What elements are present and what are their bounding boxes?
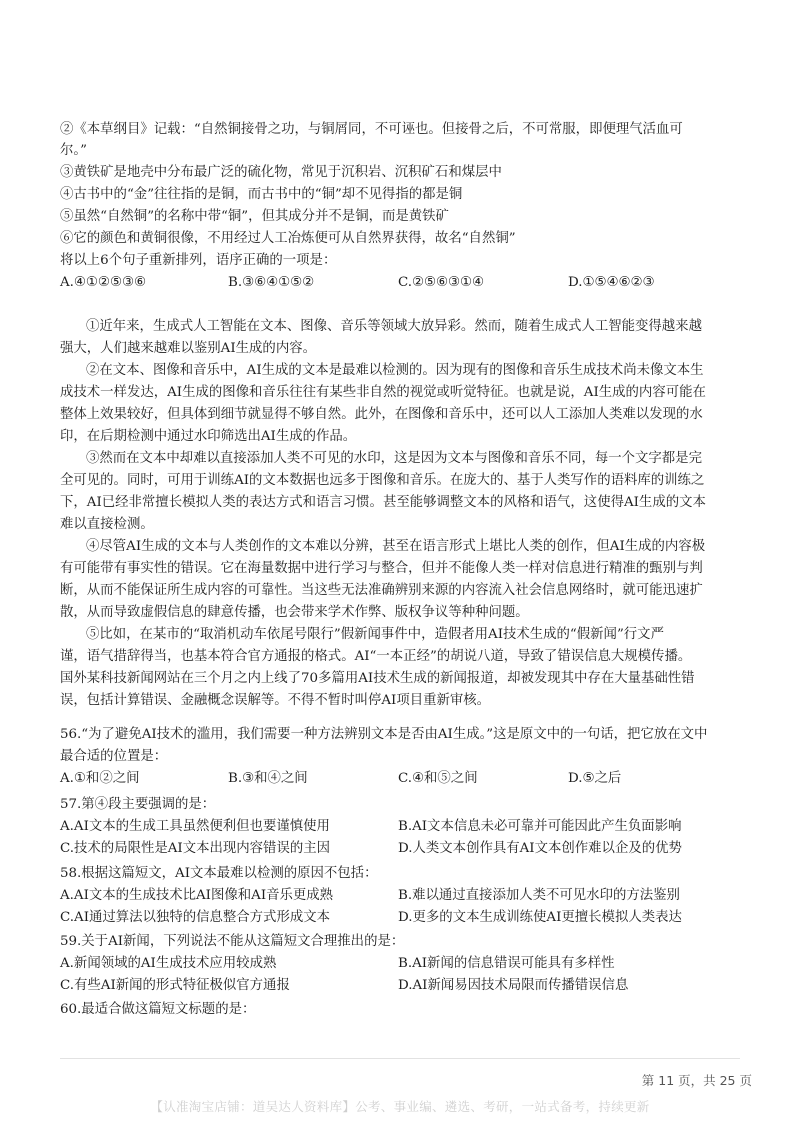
ordering-option-c[interactable]: C.②⑤⑥③①④ — [398, 275, 485, 290]
q56-stem-line-1: 56.“为了避免AI技术的滥用，我们需要一种方法辨别文本是否由AI生成。”这是原文中的一句话，把它放在文中 — [60, 727, 708, 742]
q58-option-b[interactable]: B.难以通过直接添加人类不可见水印的方法鉴别 — [398, 888, 680, 903]
q59-stem: 59.关于AI新闻，下列说法不能从这篇短文合理推出的是： — [60, 934, 405, 949]
q56-option-b[interactable]: B.③和④之间 — [228, 771, 308, 786]
q58-option-c[interactable]: C.AI通过算法以独特的信息整合方式形成文本 — [60, 910, 331, 925]
passage-p5-line-4: 误，包括计算错误、金融概念误解等。不得不暂时叫停AI项目重新审核。 — [60, 693, 491, 708]
q56-option-a[interactable]: A.①和②之间 — [60, 771, 140, 786]
passage-p2-line-2: 成技术一样发达，AI生成的图像和音乐往往有某些非自然的视觉或听觉特征。也就是说，AI生成的内容可能在 — [60, 385, 706, 400]
passage-p4-line-3: 断，从而不能保证所生成内容的可靠性。当这些无法准确辨别来源的内容流入社会信息网络时，就可能迅速扩 — [60, 583, 703, 598]
q57-stem: 57.第④段主要强调的是： — [60, 797, 216, 812]
passage-p3-line-2: 全可见的。同时，可用于训练AI的文本数据也远多于图像和音乐。在庞大的、基于人类写作的语料库的训练之 — [60, 473, 705, 488]
page-number: 第 11 页，共 25 页 — [641, 1073, 752, 1088]
watermark: 【认准淘宝店铺：道吴达人资料库】公考、事业编、遴选、考研，一站式备考，持续更新 — [150, 1099, 650, 1114]
passage-p1-line-2: 强大，人们越来越难以鉴别AI生成的内容。 — [60, 341, 316, 356]
passage-p3-line-3: 下，AI已经非常擅长模拟人类的表达方式和语言习惯。甚至能够调整文本的风格和语气，这使得AI生成的文本 — [60, 495, 706, 510]
q58-option-a[interactable]: A.AI文本的生成技术比AI图像和AI音乐更成熟 — [60, 888, 334, 903]
passage-p4-line-1: ④尽管AI生成的文本与人类创作的文本难以分辨，甚至在语言形式上堪比人类的创作，但AI生成的内容极 — [86, 539, 706, 554]
passage-p5-line-1: ⑤比如，在某市的“取消机动车依尾号限行”假新闻事件中，造假者用AI技术生成的“假新闻”行文严 — [86, 627, 664, 642]
sentence-2-line-1: ②《本草纲目》记载：“自然铜接骨之功，与铜屑同，不可诬也。但接骨之后，不可常服，即便理气活血可 — [60, 122, 683, 137]
q59-option-d[interactable]: D.AI新闻易因技术局限而传播错误信息 — [398, 978, 629, 993]
passage-p3-line-4: 难以直接检测。 — [60, 517, 154, 532]
q56-option-c[interactable]: C.④和⑤之间 — [398, 771, 478, 786]
ordering-option-a[interactable]: A.④①②⑤③⑥ — [60, 275, 146, 290]
passage-p3-line-1: ③然而在文本中却难以直接添加人类不可见的水印，这是因为文本与图像和音乐不同，每一个文字都是完 — [86, 451, 702, 466]
passage-p4-line-2: 有可能带有事实性的错误。它在海量数据中进行学习与整合，但并不能像人类一样对信息进行精准的甄别与判 — [60, 561, 703, 576]
passage-p2-line-4: 印，在后期检测中通过水印筛选出AI生成的作品。 — [60, 429, 357, 444]
q58-stem: 58.根据这篇短文，AI文本最难以检测的原因不包括： — [60, 866, 378, 881]
q57-option-b[interactable]: B.AI文本信息未必可靠并可能因此产生负面影响 — [398, 819, 682, 834]
ordering-option-b[interactable]: B.③⑥④①⑤② — [228, 275, 315, 290]
q59-option-a[interactable]: A.新闻领域的AI生成技术应用较成熟 — [60, 956, 277, 971]
q58-option-d[interactable]: D.更多的文本生成训练使AI更擅长模拟人类表达 — [398, 910, 682, 925]
sentence-2-line-2: 尔。” — [60, 143, 87, 158]
q57-option-c[interactable]: C.技术的局限性是AI文本出现内容错误的主因 — [60, 841, 331, 856]
ordering-question: 将以上6个句子重新排列，语序正确的一项是： — [60, 253, 337, 268]
sentence-5: ⑤虽然“自然铜”的名称中带“铜”，但其成分并不是铜，而是黄铁矿 — [60, 209, 449, 224]
sentence-3: ③黄铁矿是地壳中分布最广泛的硫化物，常见于沉积岩、沉积矿石和煤层中 — [60, 165, 502, 180]
q59-option-c[interactable]: C.有些AI新闻的形式特征极似官方通报 — [60, 978, 290, 993]
passage-p2-line-1: ②在文本、图像和音乐中，AI生成的文本是最难以检测的。因为现有的图像和音乐生成技术尚未像文本生 — [86, 363, 704, 378]
q59-option-b[interactable]: B.AI新闻的信息错误可能具有多样性 — [398, 956, 615, 971]
sentence-6: ⑥它的颜色和黄铜很像，不用经过人工冶炼便可从自然界获得，故名“自然铜” — [60, 231, 516, 246]
sentence-4: ④古书中的“金”往往指的是铜，而古书中的“铜”却不见得指的都是铜 — [60, 187, 463, 202]
passage-p1-line-1: ①近年来，生成式人工智能在文本、图像、音乐等领域大放异彩。然而，随着生成式人工智能变得越来越 — [86, 319, 702, 334]
q56-stem-line-2: 最合适的位置是： — [60, 749, 168, 764]
q57-option-d[interactable]: D.人类文本创作具有AI文本创作难以企及的优势 — [398, 841, 682, 856]
passage-p5-line-2: 谨，语气措辞得当，也基本符合官方通报的格式。AI“一本正经”的胡说八道，导致了错误信息大规模传播。 — [60, 649, 692, 664]
passage-p2-line-3: 整体上效果较好，但具体到细节就显得不够自然。此外，在图像和音乐中，还可以人工添加人类难以发现的水 — [60, 407, 703, 422]
q56-option-d[interactable]: D.⑤之后 — [568, 771, 622, 786]
passage-p5-line-3: 国外某科技新闻网站在三个月之内上线了70多篇用AI技术生成的新闻报道，却被发现其中存在大量基础性错 — [60, 671, 695, 686]
q60-stem: 60.最适合做这篇短文标题的是： — [60, 1002, 256, 1017]
q57-option-a[interactable]: A.AI文本的生成工具虽然便利但也要谨慎使用 — [60, 819, 330, 834]
passage-p4-line-4: 散，从而导致虚假信息的肆意传播，也会带来学术作弊、版权争议等种种问题。 — [60, 605, 529, 620]
ordering-option-d[interactable]: D.①⑤④⑥②③ — [568, 275, 655, 290]
footer-divider — [60, 1058, 740, 1059]
